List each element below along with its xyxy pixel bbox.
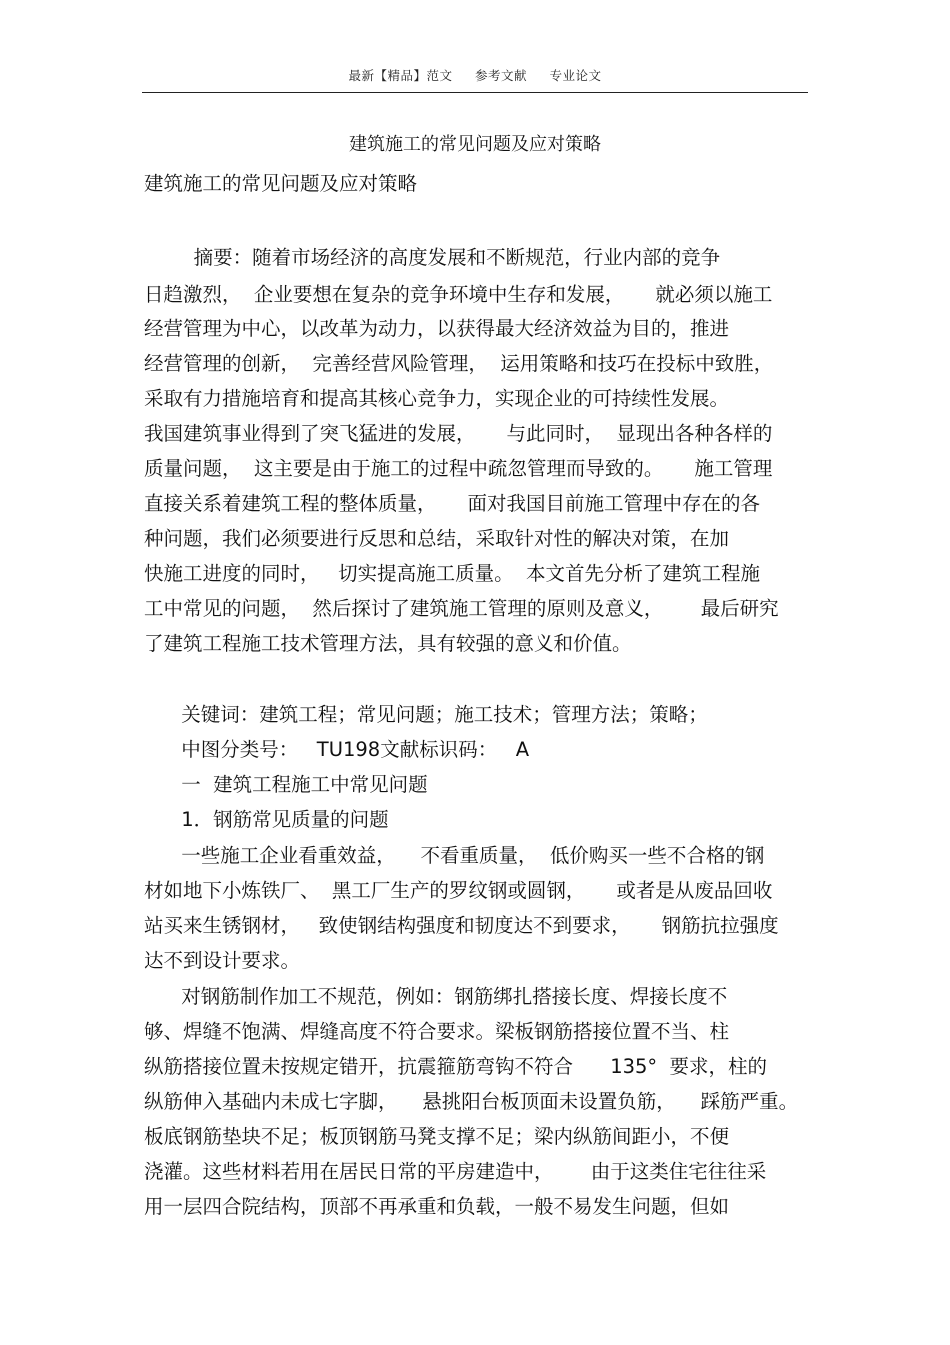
text-line: 站买来生锈钢材， 致使钢结构强度和韧度达不到要求， 钢筋抗拉强度 [144,914,779,937]
text-line: 经营管理的创新， 完善经营风险管理， 运用策略和技巧在投标中致胜， [144,352,774,375]
text-line: 达不到设计要求。 [144,949,301,972]
text-line: 够、焊缝不饱满、焊缝高度不符合要求。梁板钢筋搭接位置不当、柱 [144,1020,730,1043]
text-line: 摘要：随着市场经济的高度发展和不断规范，行业内部的竞争 [144,246,721,269]
text-line: 纵筋搭接位置未按规定错开，抗震箍筋弯钩不符合 135° 要求，柱的 [144,1055,768,1078]
text-line: 对钢筋制作加工不规范，例如：钢筋绑扎搭接长度、焊接长度不 [144,985,728,1008]
page-header [142,66,808,84]
keywords-line: 关键词：建筑工程；常见问题；施工技术；管理方法；策略； [144,703,708,726]
document-title: 建筑施工的常见问题及应对策略 [349,134,601,155]
text-line: 板底钢筋垫块不足；板顶钢筋马凳支撑不足；梁内纵筋间距小，不便 [144,1125,730,1148]
text-line: 我国建筑事业得到了突飞猛进的发展， 与此同时， 显现出各种各样的 [144,422,773,445]
text-line: 质量问题， 这主要是由于施工的过程中疏忽管理而导致的。 施工管理 [144,457,773,480]
text-line: 采取有力措施培育和提高其核心竞争力，实现企业的可持续性发展。 [144,387,730,410]
text-line: 直接关系着建筑工程的整体质量， 面对我国目前施工管理中存在的各 [144,492,760,515]
header-item-references: 参考文献 [474,68,527,83]
text-line: 日趋激烈， 企业要想在复杂的竞争环境中生存和发展， 就必须以施工 [144,283,773,306]
text-line: 经营管理为中心，以改革为动力，以获得最大经济效益为目的，推进 [144,317,730,340]
text-line: 种问题，我们必须要进行反思和总结，采取针对性的解决对策，在加 [144,527,730,550]
text-line: 一些施工企业看重效益， 不看重质量， 低价购买一些不合格的钢 [144,844,765,867]
text-line: 材如地下小炼铁厂、 黑工厂生产的罗纹钢或圆钢， 或者是从废品回收 [144,879,773,902]
subsection-heading: 1．钢筋常见质量的问题 [144,808,389,831]
text-line: 工中常见的问题， 然后探讨了建筑施工管理的原则及意义， 最后研究 [144,597,779,620]
text-line: 浇灌。这些材料若用在居民日常的平房建造中， 由于这类住宅往往采 [144,1160,767,1183]
text-line: 用一层四合院结构，顶部不再承重和负载，一般不易发生问题，但如 [144,1195,730,1218]
article-title-line: 建筑施工的常见问题及应对策略 [144,172,418,195]
text-line: 快施工进度的同时， 切实提高施工质量。 本文首先分析了建筑工程施 [144,562,760,585]
text-line: 了建筑工程施工技术管理方法，具有较强的意义和价值。 [144,632,632,655]
header-item-featured: 最新【精品】范文 [348,68,453,83]
text-line: 纵筋伸入基础内未成七字脚， 悬挑阳台板顶面未设置负筋， 踩筋严重。 [144,1090,799,1113]
section-heading: 一 建筑工程施工中常见问题 [144,773,428,796]
classification-line: 中图分类号： TU198文献标识码： A [144,738,530,761]
header-divider [142,92,808,93]
header-item-papers: 专业论文 [549,68,602,83]
